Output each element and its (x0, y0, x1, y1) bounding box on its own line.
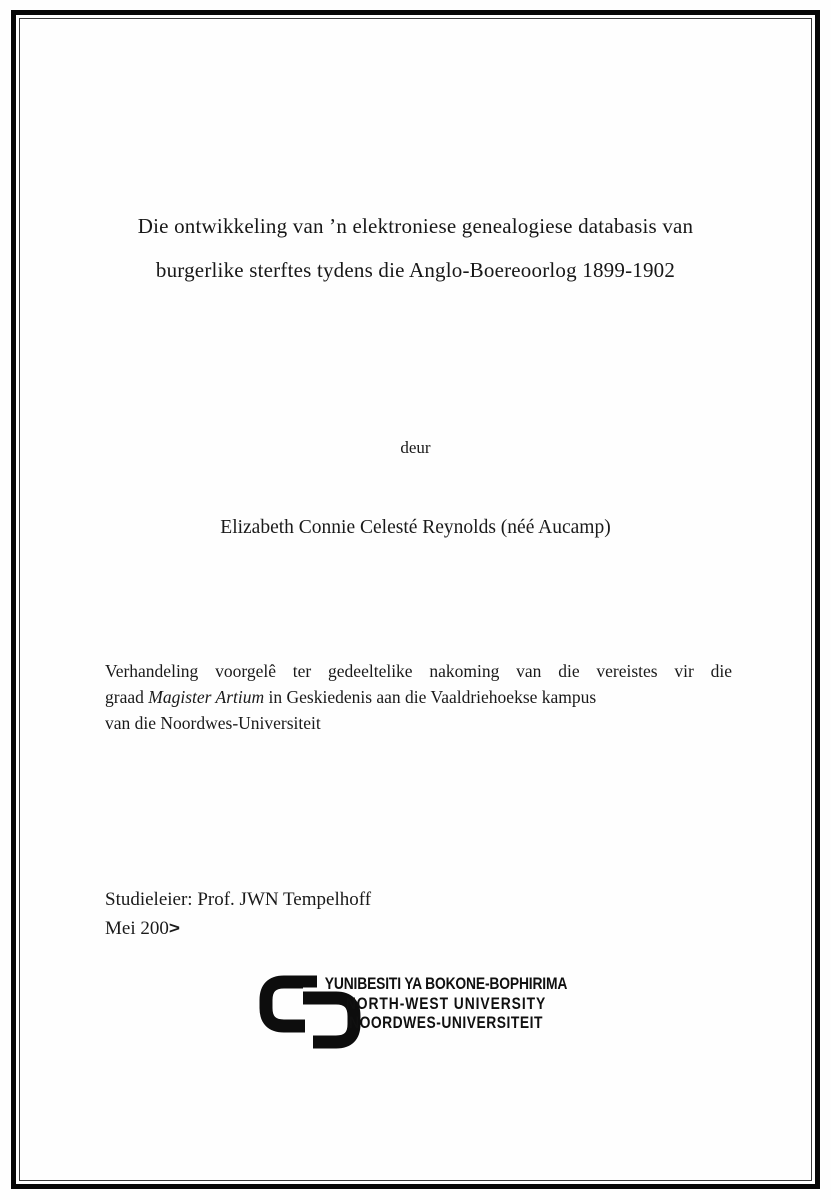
thesis-title (50, 204, 781, 292)
submission-line-3: van die Noordwes-Universiteit (105, 712, 321, 733)
date-arrow-glyph: > (168, 919, 180, 938)
degree-name-italic: Magister Artium (148, 686, 265, 707)
submission-statement (105, 659, 732, 736)
byline-deur: deur (400, 438, 431, 457)
logo-wordmark (320, 975, 572, 1034)
submission-line-2 (105, 685, 732, 711)
supervisor-block (105, 886, 371, 943)
thesis-title-line-2: burgerlike sterftes tydens die Anglo-Boereoorlog 1899-1902 (155, 258, 676, 282)
date-text: Mei 200 (105, 917, 169, 939)
submission-line-2-prefix: graad (105, 686, 149, 707)
date-line (105, 915, 371, 944)
supervisor-line: Studieleier: Prof. JWN Tempelhoff (105, 889, 372, 910)
thesis-title-line-1: Die ontwikkeling van ’n elektroniese genealogiese databasis van (137, 214, 694, 238)
nwu-logo (256, 969, 586, 1059)
logo-wordmark-line-3: NOORDWES-UNIVERSITEIT (349, 1014, 543, 1032)
logo-wordmark-line-2: NORTH-WEST UNIVERSITY (345, 994, 547, 1013)
submission-line-1: Verhandeling voorgelê ter gedeeltelike nakoming van die vereistes vir die (105, 661, 732, 681)
author-name: Elizabeth Connie Celesté Reynolds (néé Aucamp) (220, 517, 611, 538)
submission-line-2-suffix: in Geskiedenis aan die Vaaldriehoekse kampus (264, 686, 597, 707)
logo-wordmark-line-1: YUNIBESITI YA BOKONE-BOPHIRIMA (324, 975, 568, 993)
